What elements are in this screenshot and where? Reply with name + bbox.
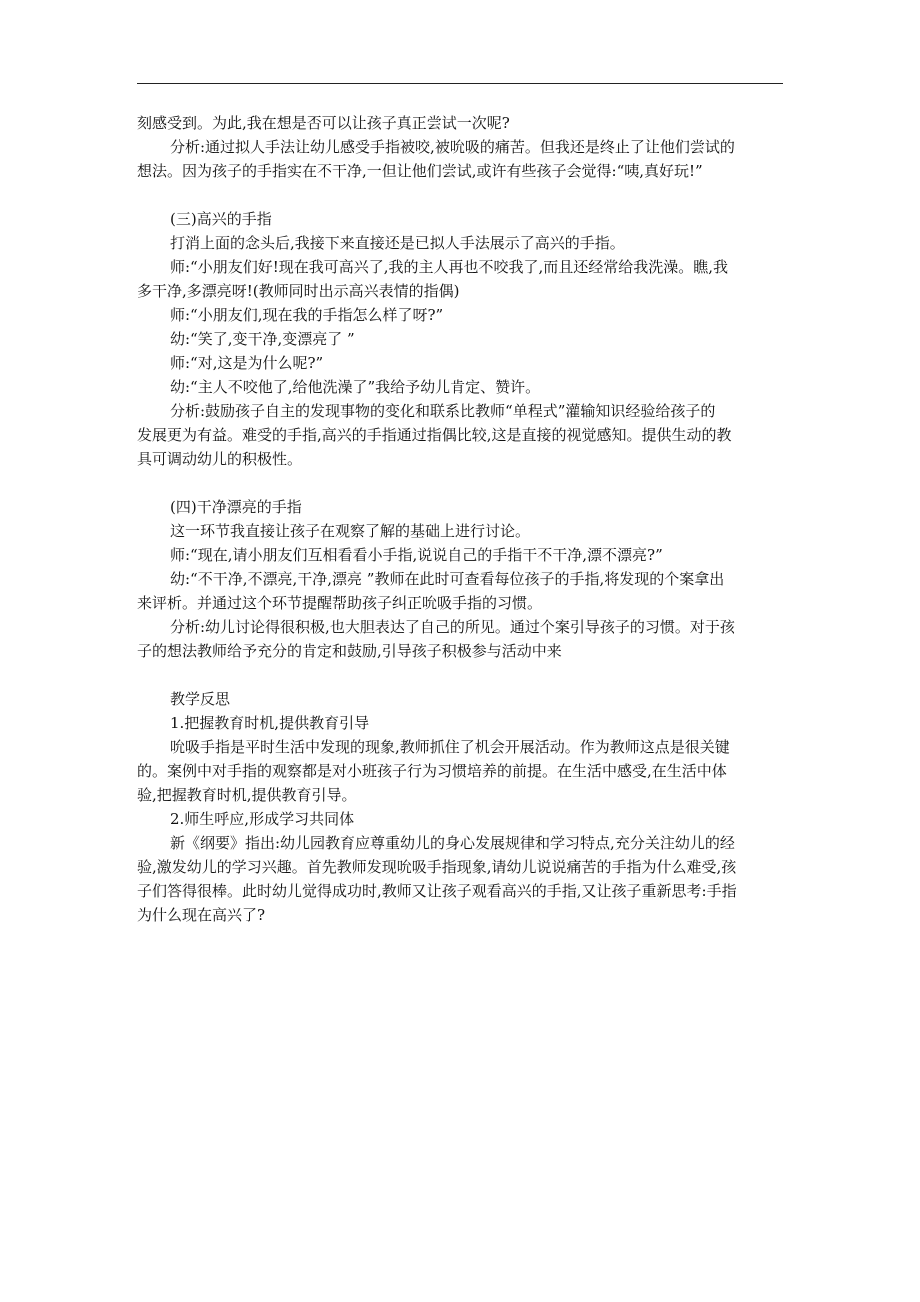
- text-line: 分析:幼儿讨论得很积极,也大胆表达了自己的所见。通过个案引导孩子的习惯。对于孩: [170, 618, 735, 636]
- text-line: 发展更为有益。难受的手指,高兴的手指通过指偶比较,这是直接的视觉感知。提供生动的教: [137, 426, 732, 444]
- text-line: 具可调动幼儿的积极性。: [137, 450, 303, 468]
- text-line: 师:“小朋友们好!现在我可高兴了,我的主人再也不咬我了,而且还经常给我洗澡。瞧,我: [170, 258, 729, 276]
- subsection-heading: [137, 807, 785, 831]
- text-line: 师:“对,这是为什么呢?”: [170, 354, 324, 372]
- text-line: 幼:“不干净,不漂亮,干净,漂亮 ”教师在此时可查看每位孩子的手指,将发现的个案拿出: [170, 570, 725, 588]
- text-line: 幼:“主人不咬他了,给他洗澡了”我给予幼儿肯定、赞许。: [170, 378, 541, 396]
- text-line: 打消上面的念头后,我接下来直接还是已拟人手法展示了高兴的手指。: [170, 234, 625, 252]
- dialogue-child: [137, 567, 785, 591]
- paragraph-continuation: [137, 111, 785, 135]
- paragraph-gap: [137, 663, 785, 687]
- dialogue-teacher: [137, 351, 785, 375]
- section-heading: [137, 687, 785, 711]
- text-line: 新《纲要》指出:幼儿园教育应尊重幼儿的身心发展规律和学习特点,充分关注幼儿的经: [170, 834, 735, 852]
- dialogue-teacher: [137, 303, 785, 327]
- text-line: 师:“小朋友们,现在我的手指怎么样了呀?”: [170, 306, 444, 324]
- text-line: 的。案例中对手指的观察都是对小班孩子行为习惯培养的前提。在生活中感受,在生活中体: [137, 762, 727, 780]
- heading-text: 教学反思: [170, 690, 231, 708]
- subsection-heading: [137, 711, 785, 735]
- paragraph-line: [137, 783, 785, 807]
- text-line: 想法。因为孩子的手指实在不干净,一但让他们尝试,或许有些孩子会觉得:“咦,真好玩!”: [137, 162, 703, 180]
- analysis-paragraph: [137, 399, 785, 423]
- paragraph: [137, 231, 785, 255]
- text-line: 子们答得很棒。此时幼儿觉得成功时,教师又让孩子观看高兴的手指,又让孩子重新思考:手指: [137, 882, 737, 900]
- text-line: 刻感受到。为此,我在想是否可以让孩子真正尝试一次呢?: [137, 114, 510, 132]
- analysis-paragraph: [137, 615, 785, 639]
- paragraph: [137, 735, 785, 759]
- section-heading: [137, 495, 785, 519]
- paragraph-gap: [137, 183, 785, 207]
- heading-text: (三)高兴的手指: [170, 210, 272, 228]
- paragraph-line: [137, 759, 785, 783]
- text-line: 验,激发幼儿的学习兴趣。首先教师发现吮吸手指现象,请幼儿说说痛苦的手指为什么难受,孩: [137, 858, 737, 876]
- text-line: 这一环节我直接让孩子在观察了解的基础上进行讨论。: [170, 522, 531, 540]
- text-line: 子的想法教师给予充分的肯定和鼓励,引导孩子积极参与活动中来: [137, 642, 562, 660]
- analysis-paragraph-line: [137, 159, 785, 183]
- paragraph-line: [137, 903, 785, 927]
- paragraph-line: [137, 855, 785, 879]
- text-line: 分析:鼓励孩子自主的发现事物的变化和联系比教师“单程式”灌输知识经验给孩子的: [170, 402, 716, 420]
- analysis-paragraph-line: [137, 639, 785, 663]
- heading-text: (四)干净漂亮的手指: [170, 498, 302, 516]
- paragraph: [137, 831, 785, 855]
- heading-text: 1.把握教育时机,提供教育引导: [170, 714, 370, 732]
- analysis-paragraph-line: [137, 447, 785, 471]
- dialogue-child-line: [137, 591, 785, 615]
- dialogue-teacher: [137, 255, 785, 279]
- dialogue-child: [137, 375, 785, 399]
- paragraph: [137, 519, 785, 543]
- dialogue-teacher-line: [137, 279, 785, 303]
- dialogue-teacher: [137, 543, 785, 567]
- text-line: 为什么现在高兴了?: [137, 906, 266, 924]
- section-heading: [137, 207, 785, 231]
- heading-text: 2.师生呼应,形成学习共同体: [170, 810, 355, 828]
- text-line: 师:“现在,请小朋友们互相看看小手指,说说自己的手指干不干净,漂不漂亮?”: [170, 546, 663, 564]
- analysis-paragraph-line: [137, 423, 785, 447]
- document-body: [137, 111, 785, 927]
- paragraph-gap: [137, 471, 785, 495]
- text-line: 多干净,多漂亮呀!(教师同时出示高兴表情的指偶): [137, 282, 460, 300]
- text-line: 验,把握教育时机,提供教育引导。: [137, 786, 357, 804]
- header-rule: [137, 83, 783, 84]
- analysis-paragraph: [137, 135, 785, 159]
- text-line: 分析:通过拟人手法让幼儿感受手指被咬,被吮吸的痛苦。但我还是终止了让他们尝试的: [170, 138, 735, 156]
- paragraph-line: [137, 879, 785, 903]
- text-line: 来评析。并通过这个环节提醒帮助孩子纠正吮吸手指的习惯。: [137, 594, 543, 612]
- text-line: 幼:“笑了,变干净,变漂亮了 ”: [170, 330, 355, 348]
- dialogue-child: [137, 327, 785, 351]
- text-line: 吮吸手指是平时生活中发现的现象,教师抓住了机会开展活动。作为教师这点是很关键: [170, 738, 730, 756]
